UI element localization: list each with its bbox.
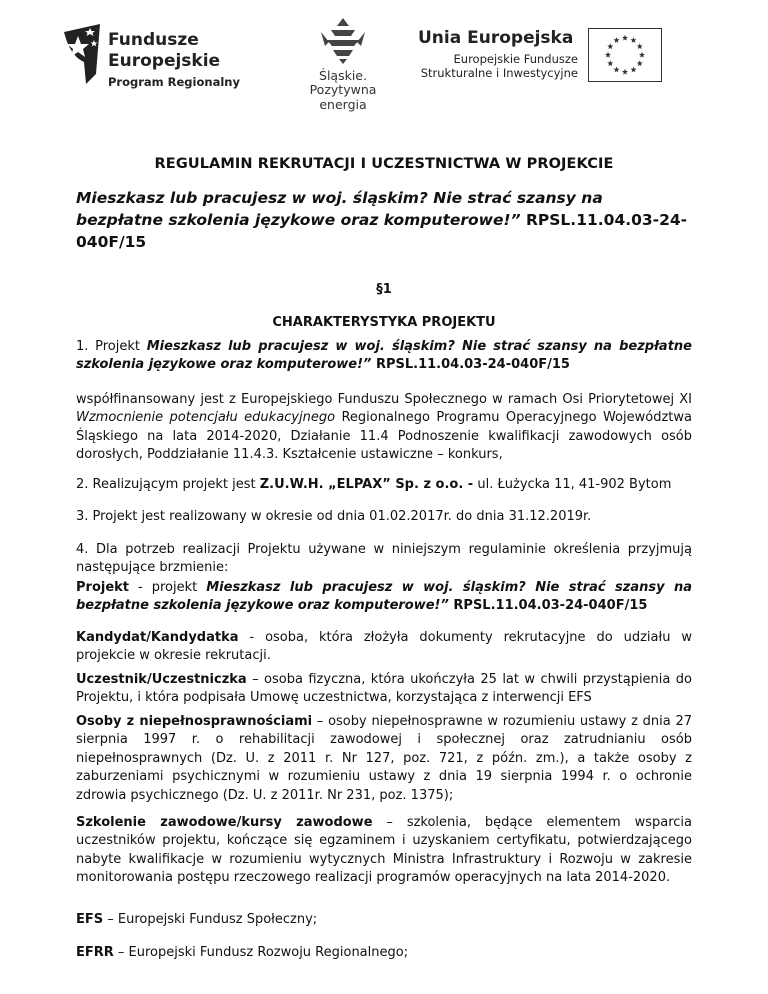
ue-line1: Unia Europejska — [418, 28, 574, 48]
p2-text-b: Regionalnego Programu Operacyjnego Województwa Śląskiego na lata 2014-2020, Działanie 11.4 Podnoszenie kwalifikacji zawodowych osób dorosłych, Poddziałanie 11.4.3. Kształcenie ustawiczne – konkurs, — [76, 410, 692, 463]
unia-europejska-text — [418, 28, 578, 80]
paragraph-4: 3. Projekt jest realizowany w okresie od dnia 01.02.2017r. do dnia 31.12.2019r. — [76, 509, 592, 524]
paragraph-3 — [76, 476, 692, 494]
d4-term: Osoby z niepełnosprawnościami — [76, 714, 313, 729]
slaskie-emblem-icon — [317, 16, 369, 66]
d2-text: - osoba, która złożyła dokumenty rekrutacyjne do udziału w projekcie w okresie rekrutacji. — [76, 630, 692, 664]
p2-italic: Wzmocnienie potencjału edukacyjnego — [76, 410, 336, 426]
d3-text: – osoba fizyczna, która ukończyła 25 lat w chwili przystąpienia do Projektu, i która podpisała Umowę uczestnictwa, korzystająca z interwencji EFS — [76, 672, 692, 706]
ue-line3: Strukturalne i Inwestycyjne — [420, 66, 578, 80]
slaskie-logo — [288, 16, 398, 112]
subtitle-italic: Mieszkasz lub pracujesz w woj. śląskim? Nie strać szansy na bezpłatne szkolenia językowe oraz komputerowe!” — [76, 189, 603, 230]
definition-niepelnosprawnosci — [76, 713, 692, 805]
d7-term: EFRR — [76, 945, 114, 960]
p3-prefix: 2. Realizującym projekt jest — [76, 477, 260, 492]
p3-address: ul. Łużycka 11, 41-902 Bytom — [473, 477, 672, 492]
definition-uczestnik — [76, 671, 692, 708]
ue-line2: Europejskie Fundusze — [453, 52, 578, 66]
d6-term: EFS — [76, 912, 104, 927]
d1-term: Projekt — [76, 580, 130, 595]
definition-kandydat — [76, 629, 692, 666]
section-title: CHARAKTERYSTYKA PROJEKTU — [272, 315, 496, 330]
section-number: §1 — [376, 282, 392, 297]
p2-text-a: współfinansowany jest z Europejskiego Funduszu Społecznego w ramach Osi Priorytetowej XI — [76, 392, 692, 407]
definition-efrr — [76, 944, 692, 962]
d6-text: – Europejski Fundusz Społeczny; — [103, 912, 318, 927]
document-header — [76, 155, 692, 253]
p1-project-code: RPSL.11.04.03-24-040F/15 — [371, 357, 570, 373]
d4-text: – osoby niepełnosprawne w rozumieniu ustawy z dnia 27 sierpnia 1997 r. o rehabilitacji zawodowej i społecznej oraz zatrudnianiu osób niepełnosprawnych (Dz. U. z 2011 r. Nr 127, poz. 721, z późn. zm.), a także osoby z zaburzeniami psychicznymi w rozumieniu ustawy z dnia 19 sierpnia 1994 r. o ochronie zdrowia psychicznego (Dz. U. z 2011r. Nr 231, poz. 1375); — [76, 714, 692, 803]
p3-company: Z.U.W.H. „ELPAX” Sp. z o.o. - — [259, 477, 474, 492]
page-title: REGULAMIN REKRUTACJI I UCZESTNICTWA W PROJEKCIE — [154, 156, 614, 172]
slaskie-line1: Śląskie. — [319, 68, 367, 83]
p1-prefix: 1. Projekt — [76, 339, 147, 354]
definition-efs — [76, 911, 692, 929]
paragraph-5: 4. Dla potrzeb realizacji Projektu używane w niniejszym regulaminie określenia przyjmują następujące brzmienie: — [76, 542, 692, 576]
paragraph-2 — [76, 391, 692, 465]
fundusze-europejskie-logo — [60, 22, 260, 92]
eu-flag-icon — [588, 28, 662, 82]
d2-term: Kandydat/Kandydatka — [76, 630, 239, 645]
fe-line1: Fundusze — [108, 30, 199, 50]
paragraph-1 — [76, 338, 692, 375]
p1-project-name: Mieszkasz lub pracujesz w woj. śląskim? Nie strać szansy na bezpłatne szkolenia językowe oraz komputerowe!” — [76, 339, 692, 373]
fe-star-icon — [60, 22, 104, 86]
d1-text: - projekt — [129, 580, 207, 595]
project-subtitle — [76, 187, 692, 253]
fe-line2: Europejskie — [108, 51, 221, 71]
definition-szkolenie — [76, 814, 692, 888]
slaskie-line2: Pozytywna energia — [309, 82, 377, 112]
d5-term: Szkolenie zawodowe/kursy zawodowe — [76, 815, 373, 830]
d1-project-name: Mieszkasz lub pracujesz w woj. śląskim? Nie strać szansy na bezpłatne szkolenia językowe oraz komputerowe!” — [76, 580, 692, 614]
header-logos — [0, 0, 768, 110]
definition-projekt — [76, 579, 692, 616]
fe-line3: Program Regionalny — [108, 75, 240, 89]
d3-term: Uczestnik/Uczestniczka — [76, 672, 247, 687]
d1-project-code: RPSL.11.04.03-24-040F/15 — [448, 598, 648, 614]
d7-text: – Europejski Fundusz Rozwoju Regionalnego; — [113, 945, 409, 960]
d5-text: – szkolenia, będące elementem wsparcia uczestników projektu, kończące się egzaminem i uzyskaniem certyfikatu, potwierdzającego nabyte kwalifikacje w rozumieniu wytycznych Ministra Infrastruktury i Rozwoju w zakresie monitorowania postępu rzeczowego realizacji programów operacyjnych na lata 2014-2020. — [76, 815, 692, 886]
subtitle-code: RPSL.11.04.03-24-040F/15 — [76, 211, 688, 252]
